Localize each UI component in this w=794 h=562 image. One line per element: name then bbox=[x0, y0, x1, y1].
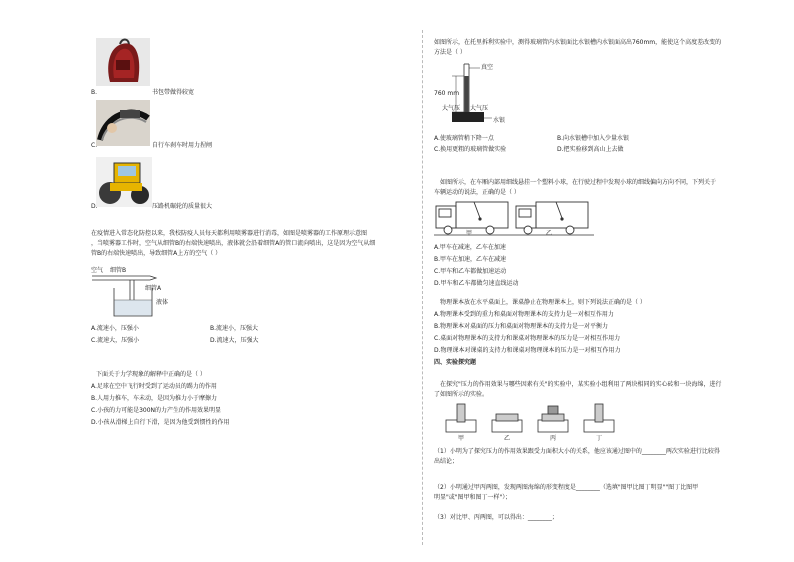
question-part: （3）对比甲、丙两图，可以得出：________； bbox=[434, 514, 558, 521]
answer-option[interactable]: D.物理课本对课桌的支持力和课桌对物理课本的压力是一对相互作用力 bbox=[434, 347, 621, 354]
figure-label: 丙 bbox=[550, 435, 557, 442]
answer-option[interactable]: B.人用力推车，车未动，是因为推力小于摩擦力 bbox=[91, 395, 218, 402]
answer-option[interactable]: B.甲车在加速，乙车在减速 bbox=[434, 256, 507, 263]
figure-label: 甲 bbox=[466, 230, 473, 237]
answer-option[interactable]: D.小孩从滑梯上自行下滑，是因为他受到惯性的作用 bbox=[91, 419, 230, 426]
figure-label: 真空 bbox=[481, 64, 494, 71]
column-divider bbox=[422, 30, 423, 545]
figure-label: 甲 bbox=[458, 435, 465, 442]
backpack-image bbox=[96, 38, 150, 86]
answer-option[interactable]: B.向水银槽中加入少量水银 bbox=[557, 135, 630, 142]
question-part: （2）小明通过甲丙两图，发现两图海绵的形变程度是________（选填"图甲比图丁明显""图丁比图甲 bbox=[434, 484, 699, 491]
answer-option[interactable]: C.小孩的力可能是300N的力产生的作用效果明显 bbox=[91, 407, 222, 414]
option-letter: D. bbox=[91, 203, 98, 210]
figure-label: 大气压 bbox=[442, 105, 461, 112]
question-stem: 物理课本放在水平桌面上，课桌静止在物理课本上，则下列说法正确的是（ ） bbox=[440, 299, 646, 306]
figure-label: 乙 bbox=[546, 230, 553, 237]
question-stem: 了如图所示的实验。 bbox=[434, 391, 489, 398]
answer-option[interactable]: D.流速大，压强大 bbox=[210, 337, 259, 344]
answer-option[interactable]: A.使玻璃管稍下降一点 bbox=[434, 135, 494, 142]
answer-option[interactable]: A.物理课本受到的重力和桌面对物理课本的支持力是一对相互作用力 bbox=[434, 311, 614, 318]
option-text: 自行车刹车时用力捏闸 bbox=[152, 142, 213, 149]
figure-label: 760 mm bbox=[434, 90, 460, 97]
answer-option[interactable]: B.流速小，压强大 bbox=[210, 325, 259, 332]
answer-option[interactable]: A.甲车在减速，乙车在加速 bbox=[434, 244, 506, 251]
figure-label: 空气 bbox=[91, 267, 104, 274]
figure-label: 细管B bbox=[110, 267, 127, 274]
answer-option[interactable]: A.足球在空中飞行时受到了运动员的踢力的作用 bbox=[91, 383, 217, 390]
question-stem: 车辆运动的说法，正确的是（ ） bbox=[434, 189, 520, 196]
question-part: 出结论； bbox=[434, 458, 459, 465]
option-letter: C. bbox=[91, 142, 98, 149]
answer-option[interactable]: A.流速小，压强小 bbox=[91, 325, 139, 332]
option-letter: B. bbox=[91, 89, 98, 96]
question-stem: 如图所示，在车厢内部用细线悬挂一个塑料小球，在行驶过程中发现小球的细线偏向方向不同，下列关于 bbox=[440, 179, 717, 186]
option-text: 压路机碾轮的质量很大 bbox=[152, 203, 213, 210]
answer-option[interactable]: C.桌面对物理课本的支持力和课桌对物理课本的压力是一对相互作用力 bbox=[434, 335, 621, 342]
question-part: 明显"或"图甲和图丁一样"）； bbox=[434, 494, 512, 501]
trucks-diagram bbox=[434, 198, 594, 238]
section-title: 四、实验探究题 bbox=[434, 359, 477, 366]
answer-option[interactable]: C.换用更粗的玻璃管做实验 bbox=[434, 146, 507, 153]
question-stem: 在疫情进入常态化防控以来，我校防疫人员每天都利用喷雾器进行消毒，如图是喷雾器的工作原理示意图 bbox=[91, 230, 368, 237]
question-part: （1）小明为了探究压力的作用效果跟受力面积大小的关系，他应该通过图中的________两次实验进行比较得 bbox=[434, 448, 720, 455]
figure-label: 丁 bbox=[596, 435, 603, 442]
figure-label: 大气压 bbox=[470, 105, 489, 112]
figure-label: 液体 bbox=[156, 299, 169, 306]
question-stem: 在探究"压力的作用效果与哪些因素有关"的实验中，某实验小组利用了两块相同的实心砖和一块海绵，进行 bbox=[440, 381, 722, 388]
question-stem: 管B的右端快速喷出，导致细管A上方的空气（ ） bbox=[91, 250, 222, 257]
bicycle-brake-image bbox=[96, 100, 150, 146]
answer-option[interactable]: B.物理课本对桌面的压力和桌面对物理课本的支持力是一对平衡力 bbox=[434, 323, 609, 330]
road-roller-image bbox=[96, 157, 152, 207]
figure-label: 细管A bbox=[145, 285, 162, 292]
answer-option[interactable]: D.把实验移到高山上去做 bbox=[557, 146, 624, 153]
question-stem: 如图所示，在托里拆利实验中，测得玻璃管内水银面比水银槽内水银面高出760mm，能使这个高度差改变的 bbox=[434, 39, 722, 46]
pressure-experiment-diagram bbox=[444, 402, 620, 436]
question-stem: 方法是（ ） bbox=[434, 49, 466, 56]
answer-option[interactable]: C.流速大，压强小 bbox=[91, 337, 140, 344]
answer-option[interactable]: D.甲车和乙车都做匀速直线运动 bbox=[434, 280, 519, 287]
answer-option[interactable]: C.甲车和乙车都做加速运动 bbox=[434, 268, 507, 275]
sprayer-diagram bbox=[90, 266, 180, 318]
figure-label: 乙 bbox=[504, 435, 511, 442]
option-text: 书包带做得较宽 bbox=[152, 89, 195, 96]
figure-label: 水银 bbox=[493, 117, 506, 124]
question-stem: 下面关于力学现象的解释中正确的是（ ） bbox=[96, 371, 206, 378]
question-stem: ，当喷雾器工作时，空气从细管B的右端快速喷出，液体就会沿着细管A的管口流向喷出，这是因为空气从细 bbox=[91, 240, 376, 247]
